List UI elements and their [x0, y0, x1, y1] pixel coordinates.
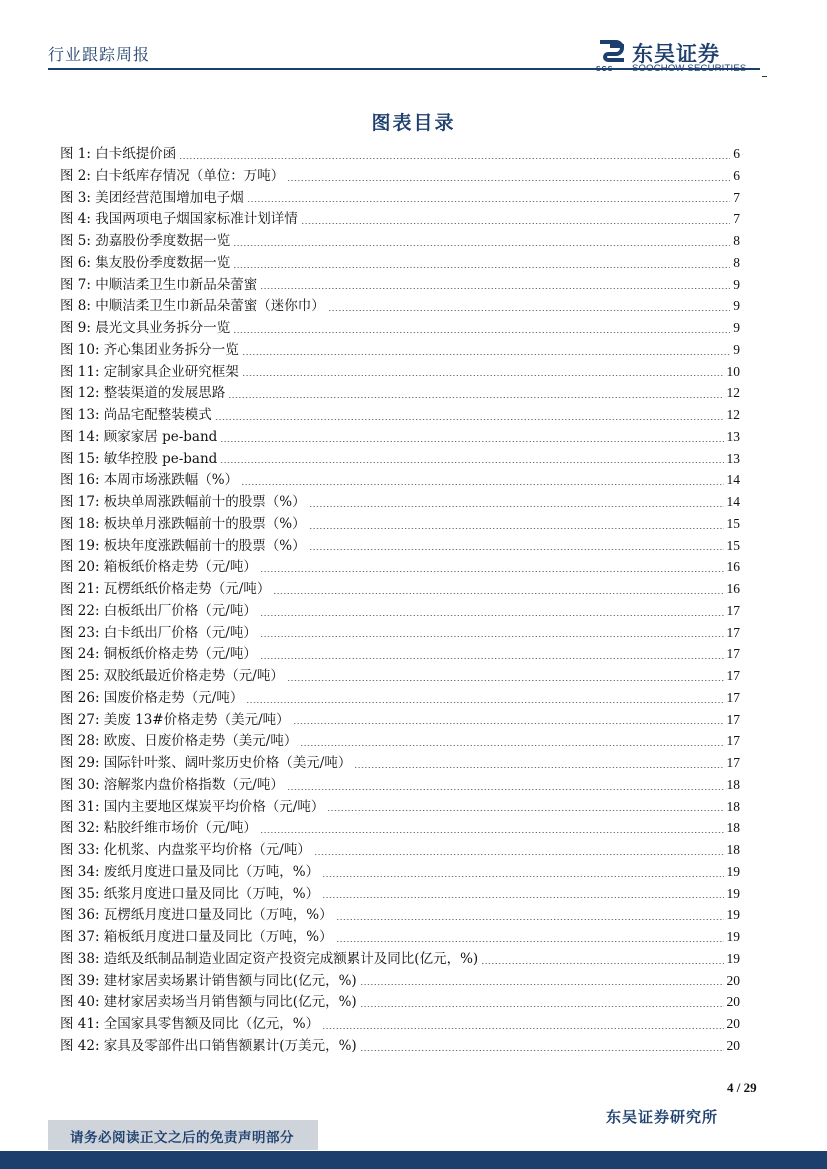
toc-leader-dots [233, 245, 730, 246]
toc-entry-page: 19 [726, 950, 740, 966]
toc-entry[interactable] [60, 665, 740, 687]
toc-entry-page: 9 [733, 320, 740, 335]
toc-leader-dots [260, 571, 724, 572]
toc-entry-page: 6 [733, 146, 740, 161]
toc-entry-page: 15 [726, 537, 740, 553]
toc-entry-label: 图 42: 家具及零部件出口销售额累计(万美元，%) [60, 1037, 357, 1054]
toc-entry-page: 8 [733, 254, 740, 270]
logo-abbr: SCS [596, 66, 614, 73]
toc-leader-dots [336, 919, 724, 920]
toc-leader-dots [247, 201, 731, 202]
toc-entry[interactable] [60, 622, 740, 644]
toc-entry-page: 7 [733, 189, 740, 205]
toc-leader-dots [328, 310, 731, 311]
toc-entry-page: 18 [726, 842, 740, 857]
toc-entry-label: 图 13: 尚品宅配整装模式 [60, 407, 212, 423]
toc-entry[interactable] [60, 361, 740, 383]
logo-english-name: SOOCHOW SECURITIES [632, 63, 747, 74]
toc-entry[interactable] [60, 643, 740, 665]
toc-entry[interactable] [60, 208, 740, 230]
toc-leader-dots [241, 484, 723, 485]
toc-entry[interactable] [60, 861, 740, 883]
toc-entry-page: 20 [726, 1016, 740, 1031]
toc-leader-dots [246, 702, 723, 703]
toc-leader-dots [481, 963, 723, 964]
toc-leader-dots [220, 441, 723, 442]
header-tick [762, 76, 767, 77]
toc-entry-label: 图 3: 美团经营范围增加电子烟 [60, 189, 244, 206]
toc-entry[interactable] [60, 448, 740, 470]
toc-entry-page: 12 [726, 385, 740, 401]
footer-organization: 东吴证券研究所 [606, 1108, 719, 1126]
toc-entry-label: 图 36: 瓦楞纸月度进口量及同比（万吨，%） [60, 907, 333, 924]
toc-leader-dots [215, 419, 724, 420]
toc-entry-label: 图 40: 建材家居卖场当月销售额与同比(亿元，%) [60, 994, 357, 1011]
toc-entry-label: 图 7: 中顺洁柔卫生巾新品朵蕾蜜 [60, 276, 258, 293]
toc-entry-label: 图 27: 美废 13#价格走势（美元/吨） [60, 711, 290, 728]
toc-leader-dots [309, 506, 724, 507]
toc-leader-dots [273, 593, 723, 594]
toc-entry[interactable] [60, 491, 740, 513]
toc-entry-label: 图 29: 国际针叶浆、阔叶浆历史价格（美元/吨） [60, 755, 352, 771]
toc-entry-page: 6 [733, 167, 740, 183]
toc-entry[interactable] [60, 774, 740, 796]
footer-disclaimer: 请务必阅读正文之后的免责声明部分 [70, 1130, 294, 1146]
toc-entry[interactable] [60, 970, 740, 992]
toc-entry[interactable] [60, 404, 740, 426]
toc-entry-page: 17 [726, 624, 740, 640]
toc-entry[interactable] [60, 1013, 740, 1035]
logo-mark-icon [596, 38, 628, 68]
toc-leader-dots [360, 984, 724, 985]
toc-leader-dots [301, 223, 731, 224]
toc-entry-label: 图 10: 齐心集团业务拆分一览 [60, 341, 239, 358]
toc-entry-page: 19 [726, 863, 740, 879]
toc-leader-dots [322, 897, 723, 898]
toc-entry[interactable] [60, 556, 740, 578]
toc-leader-dots [354, 767, 723, 768]
toc-entry-label: 图 2: 白卡纸库存情况（单位：万吨） [60, 167, 285, 184]
toc-entry[interactable] [60, 1035, 740, 1057]
toc-entry-label: 图 23: 白卡纸出厂价格（元/吨） [60, 624, 257, 641]
toc-entry-label: 图 25: 双胶纸最近价格走势（元/吨） [60, 668, 284, 684]
toc-leader-dots [327, 810, 723, 811]
toc-leader-dots [260, 832, 724, 833]
toc-entry-page: 14 [726, 494, 740, 509]
toc-entry-label: 图 8: 中顺洁柔卫生巾新品朵蕾蜜（迷你巾） [60, 298, 325, 315]
toc-leader-dots [228, 397, 723, 398]
toc-entry-label: 图 4: 我国两项电子烟国家标准计划详情 [60, 211, 298, 228]
toc-entry-page: 7 [733, 211, 740, 227]
toc-leader-dots [293, 723, 724, 724]
toc-entry-label: 图 17: 板块单周涨跌幅前十的股票（%） [60, 494, 306, 510]
toc-entry-page: 13 [726, 450, 740, 466]
toc-entry-page: 20 [726, 994, 740, 1010]
toc-entry-label: 图 32: 粘胶纤维市场价（元/吨） [60, 820, 257, 837]
toc-entry[interactable] [60, 382, 740, 404]
toc-entry-label: 图 12: 整装渠道的发展思路 [60, 385, 226, 402]
toc-leader-dots [233, 267, 730, 268]
toc-entry[interactable] [60, 991, 740, 1013]
toc-entry-label: 图 30: 溶解浆内盘价格指数（元/吨） [60, 776, 284, 793]
toc-entry-page: 17 [726, 668, 740, 683]
toc-entry-page: 15 [726, 515, 740, 531]
toc-leader-dots [309, 549, 724, 550]
toc-leader-dots [242, 354, 730, 355]
toc-entry-label: 图 20: 箱板纸价格走势（元/吨） [60, 559, 257, 576]
toc-entry[interactable] [60, 274, 740, 296]
toc-leader-dots [287, 680, 724, 681]
toc-entry[interactable] [60, 295, 740, 317]
toc-leader-dots [300, 745, 723, 746]
toc-entry-label: 图 9: 晨光文具业务拆分一览 [60, 320, 231, 336]
toc-entry-page: 19 [726, 907, 740, 923]
toc-entry[interactable] [60, 948, 740, 970]
toc-entry-page: 14 [726, 472, 740, 488]
toc-entry-label: 图 26: 国废价格走势（元/吨） [60, 689, 244, 706]
toc-entry-page: 18 [726, 776, 740, 792]
toc-entry[interactable] [60, 187, 740, 209]
footer-bar [0, 1151, 827, 1169]
toc-entry-label: 图 35: 纸浆月度进口量及同比（万吨，%） [60, 885, 320, 902]
toc-leader-dots [360, 1006, 724, 1007]
page-number: 4 / 29 [727, 1080, 757, 1095]
toc-entry-page: 12 [726, 407, 740, 422]
toc-entry-label: 图 34: 废纸月度进口量及同比（万吨，%） [60, 863, 320, 880]
toc-leader-dots [260, 658, 724, 659]
toc-entry[interactable] [60, 535, 740, 557]
toc-entry-label: 图 15: 敏华控股 pe-band [60, 450, 218, 467]
toc-entry-label: 图 28: 欧废、日废价格走势（美元/吨） [60, 733, 298, 750]
toc-entry-page: 13 [726, 428, 740, 444]
section-label: 行业跟踪周报 [48, 45, 151, 64]
toc-entry[interactable] [60, 165, 740, 187]
toc-entry[interactable] [60, 143, 740, 165]
toc-entry-page: 18 [726, 798, 740, 814]
toc-entry-page: 17 [726, 689, 740, 705]
toc-entry[interactable] [60, 796, 740, 818]
toc-leader-dots [242, 375, 724, 376]
toc-entry-page: 9 [733, 276, 740, 292]
toc-entry[interactable] [60, 687, 740, 709]
toc-entry-page: 8 [733, 233, 740, 248]
toc-entry[interactable] [60, 513, 740, 535]
toc-entry-label: 图 18: 板块单月涨跌幅前十的股票（%） [60, 515, 306, 532]
toc-entry[interactable] [60, 709, 740, 731]
toc-entry-page: 10 [726, 363, 740, 379]
toc-entry-label: 图 5: 劲嘉股份季度数据一览 [60, 233, 231, 249]
toc-entry[interactable] [60, 339, 740, 361]
toc-entry[interactable] [60, 752, 740, 774]
toc-entry-page: 19 [726, 929, 740, 944]
toc-entry-label: 图 16: 本周市场涨跌幅（%） [60, 472, 239, 489]
logo-chinese-name: 东吴证券 [632, 42, 720, 66]
toc-leader-dots [322, 1028, 723, 1029]
toc-entry[interactable] [60, 426, 740, 448]
toc-entry[interactable] [60, 730, 740, 752]
toc-entry-label: 图 6: 集友股份季度数据一览 [60, 254, 231, 271]
toc-entry-label: 图 37: 箱板纸月度进口量及同比（万吨，%） [60, 929, 333, 945]
toc-entry-page: 9 [733, 341, 740, 357]
toc-entry-label: 图 31: 国内主要地区煤炭平均价格（元/吨） [60, 798, 325, 815]
toc-leader-dots [336, 941, 724, 942]
toc-entry-label: 图 38: 造纸及纸制品制造业固定资产投资完成额累计及同比(亿元，%) [60, 950, 479, 967]
toc-entry[interactable] [60, 578, 740, 600]
toc-leader-dots [314, 854, 724, 855]
toc-leader-dots [260, 288, 730, 289]
toc-leader-dots [260, 636, 724, 637]
toc-entry-page: 17 [726, 711, 740, 727]
toc-entry-page: 17 [726, 602, 740, 618]
toc-entry[interactable] [60, 926, 740, 948]
toc-entry-page: 18 [726, 820, 740, 836]
header-divider [48, 68, 760, 70]
toc-leader-dots [179, 158, 730, 159]
toc-entry-label: 图 11: 定制家具企业研究框架 [60, 363, 239, 380]
toc-entry[interactable] [60, 600, 740, 622]
toc-entry-label: 图 21: 瓦楞纸纸价格走势（元/吨） [60, 581, 271, 597]
toc-entry[interactable] [60, 883, 740, 905]
toc-entry[interactable] [60, 469, 740, 491]
toc-entry-label: 图 1: 白卡纸提价函 [60, 146, 177, 162]
toc-leader-dots [287, 789, 724, 790]
toc-leader-dots [287, 180, 730, 181]
toc-leader-dots [233, 332, 730, 333]
toc-leader-dots [322, 876, 723, 877]
toc-entry[interactable] [60, 252, 740, 274]
toc-entry-label: 图 33: 化机浆、内盘浆平均价格（元/吨） [60, 842, 311, 858]
toc-entry-page: 20 [726, 972, 740, 988]
toc-entry[interactable] [60, 904, 740, 926]
toc-entry[interactable] [60, 839, 740, 861]
toc-leader-dots [260, 615, 724, 616]
toc-entry-label: 图 14: 顾家家居 pe-band [60, 428, 218, 445]
toc-entry-label: 图 39: 建材家居卖场累计销售额与同比(亿元，%) [60, 972, 357, 989]
toc-list [60, 143, 740, 1057]
toc-entry-page: 17 [726, 646, 740, 662]
toc-entry-page: 17 [726, 755, 740, 770]
toc-entry-page: 17 [726, 733, 740, 749]
toc-entry[interactable] [60, 317, 740, 339]
toc-leader-dots [360, 1050, 724, 1051]
toc-title: 图表目录 [371, 112, 456, 134]
toc-entry-page: 9 [733, 298, 740, 314]
toc-leader-dots [309, 528, 724, 529]
toc-entry-page: 20 [726, 1037, 740, 1053]
toc-entry-page: 16 [726, 581, 740, 596]
toc-entry-label: 图 41: 全国家具零售额及同比（亿元，%） [60, 1016, 320, 1032]
toc-entry-label: 图 22: 白板纸出厂价格（元/吨） [60, 602, 257, 619]
toc-entry-page: 19 [726, 885, 740, 901]
toc-entry-label: 图 24: 铜板纸价格走势（元/吨） [60, 646, 257, 663]
toc-entry-page: 16 [726, 559, 740, 575]
toc-entry-label: 图 19: 板块年度涨跌幅前十的股票（%） [60, 537, 306, 554]
toc-leader-dots [220, 462, 723, 463]
toc-entry[interactable] [60, 817, 740, 839]
toc-entry[interactable] [60, 230, 740, 252]
